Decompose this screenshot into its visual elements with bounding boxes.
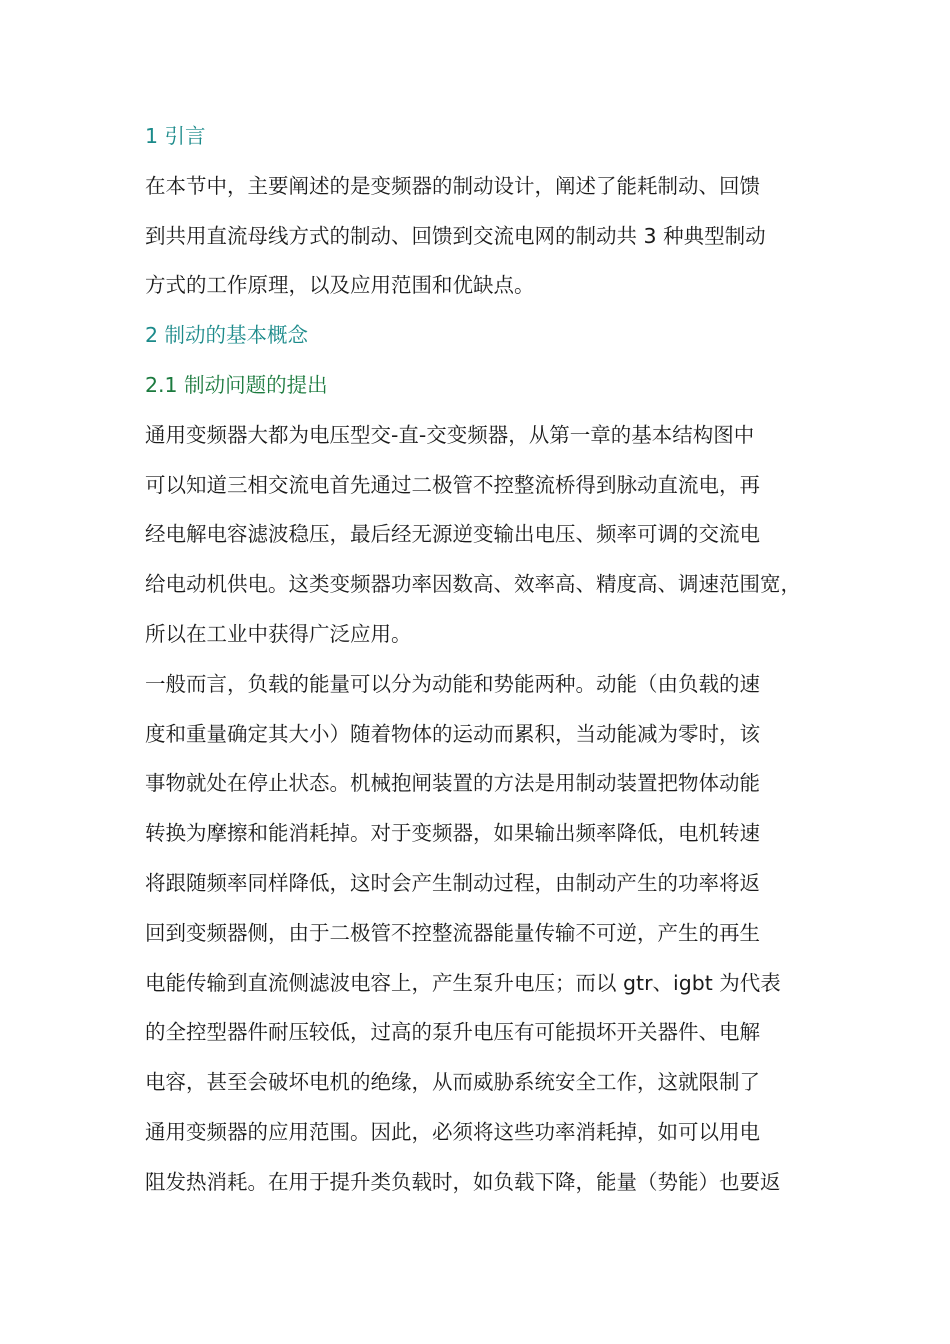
paragraph-energy <box>145 660 815 1208</box>
intro-paragraph <box>145 162 815 311</box>
heading-braking-concepts: 2 制动的基本概念 <box>145 323 309 348</box>
heading-introduction: 1 引言 <box>145 124 206 148</box>
paragraph-line: 电容，甚至会破坏电机的绝缘，从而威胁系统安全工作，这就限制了 <box>145 1070 760 1095</box>
paragraph-line: 度和重量确定其大小）随着物体的运动而累积，当动能减为零时，该 <box>145 721 760 746</box>
paragraph-line: 电能传输到直流侧滤波电容上，产生泵升电压；而以 gtr、igbt 为代表 <box>145 970 781 995</box>
intro-line: 方式的工作原理，以及应用范围和优缺点。 <box>145 273 535 298</box>
document-page <box>145 112 815 1208</box>
paragraph-line: 通用变频器的应用范围。因此，必须将这些功率消耗掉，如可以用电 <box>145 1119 760 1144</box>
paragraph-line: 一般而言，负载的能量可以分为动能和势能两种。动能（由负载的速 <box>145 671 760 696</box>
heading-braking-problem: 2.1 制动问题的提出 <box>145 372 328 397</box>
paragraph-inverter <box>145 411 815 660</box>
paragraph-line: 给电动机供电。这类变频器功率因数高、效率高、精度高、调速范围宽， <box>145 572 801 597</box>
paragraph-line: 经电解电容滤波稳压，最后经无源逆变输出电压、频率可调的交流电 <box>145 522 760 547</box>
paragraph-line: 通用变频器大都为电压型交-直-交变频器，从第一章的基本结构图中 <box>145 422 755 447</box>
paragraph-line: 将跟随频率同样降低，这时会产生制动过程，由制动产生的功率将返 <box>145 870 760 895</box>
paragraph-line: 事物就处在停止状态。机械抱闸装置的方法是用制动装置把物体动能 <box>145 771 760 796</box>
paragraph-line: 阻发热消耗。在用于提升类负载时，如负载下降，能量（势能）也要返 <box>145 1169 781 1194</box>
paragraph-line: 转换为摩擦和能消耗掉。对于变频器，如果输出频率降低，电机转速 <box>145 821 760 846</box>
paragraph-line: 所以在工业中获得广泛应用。 <box>145 621 412 646</box>
paragraph-line: 回到变频器侧，由于二极管不控整流器能量传输不可逆，产生的再生 <box>145 920 760 945</box>
intro-line: 在本节中，主要阐述的是变频器的制动设计，阐述了能耗制动、回馈 <box>145 173 760 198</box>
paragraph-line: 可以知道三相交流电首先通过二极管不控整流桥得到脉动直流电，再 <box>145 472 760 497</box>
intro-line: 到共用直流母线方式的制动、回馈到交流电网的制动共 3 种典型制动 <box>145 223 766 248</box>
paragraph-line: 的全控型器件耐压较低，过高的泵升电压有可能损坏开关器件、电解 <box>145 1020 760 1045</box>
